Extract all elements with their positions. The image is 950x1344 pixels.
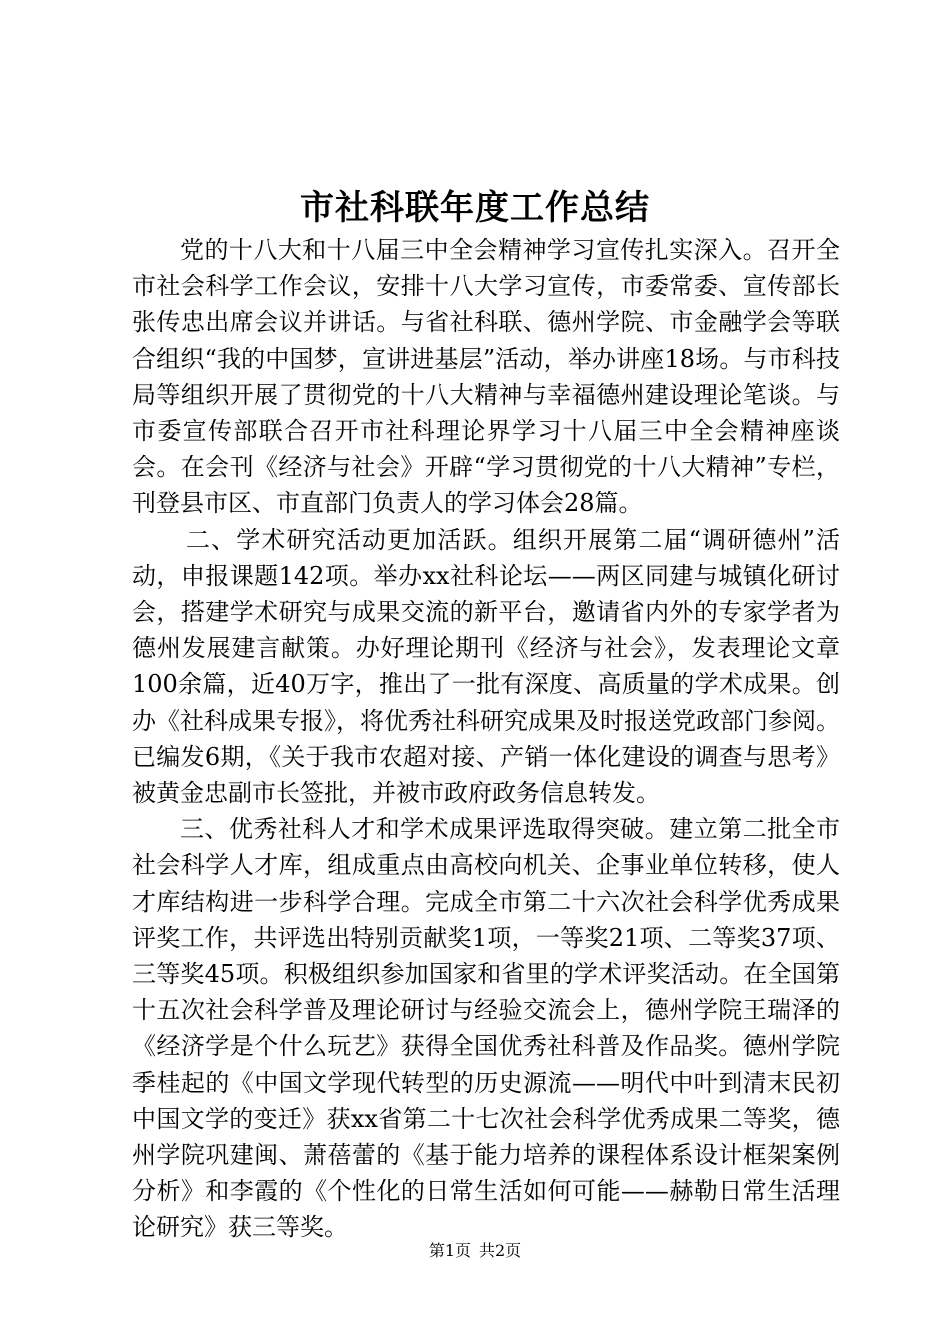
paragraph-2: 二、学术研究活动更加活跃。组织开展第二届“调研德州”活动，申报课题142项。举办xx社科论坛——两区同建与城镇化研讨会，搭建学术研究与成果交流的新平台，邀请省内外的专家学者为德州发展建言献策。办好理论期刊《经济与社会》，发表理论文章100余篇，近40万字，推出了一批有深度、高质量的学术成果。创办《社科成果专报》，将优秀社科研究成果及时报送党政部门参阅。已编发6期，《关于我市农超对接、产销一体化建设的调查与思考》被黄金忠副市长签批，并被市政府政务信息转发。 [132,525,840,808]
document-body [132,232,840,1246]
paragraph-3: 三、优秀社科人才和学术成果评选取得突破。建立第二批全市社会科学人才库，组成重点由高校向机关、企事业单位转移，使人才库结构进一步科学合理。完成全市第二十六次社会科学优秀成果评奖工作，共评选出特别贡献奖1项，一等奖21项、二等奖37项、三等奖45项。积极组织参加国家和省里的学术评奖活动。在全国第十五次社会科学普及理论研讨与经验交流会上，德州学院王瑞泽的《经济学是个什么玩艺》获得全国优秀社科普及作品奖。德州学院季桂起的《中国文学现代转型的历史源流——明代中叶到清末民初中国文学的变迁》获xx省第二十七次社会科学优秀成果二等奖，德州学院巩建闽、萧蓓蕾的《基于能力培养的课程体系设计框架案例分析》和李霞的《个性化的日常生活如何可能——赫勒日常生活理论研究》获三等奖。 [132,815,840,1242]
page-number: 第1页 [428,1241,471,1260]
page-total: 共2页 [479,1241,522,1260]
document-title: 市社科联年度工作总结 [300,188,650,228]
paragraph-1: 党的十八大和十八届三中全会精神学习宣传扎实深入。召开全市社会科学工作会议，安排十八大学习宣传，市委常委、宣传部长张传忠出席会议并讲话。与省社科联、德州学院、市金融学会等联合组织“我的中国梦，宣讲进基层”活动，举办讲座18场。与市科技局等组织开展了贯彻党的十八大精神与幸福德州建设理论笔谈。与市委宣传部联合召开市社科理论界学习十八届三中全会精神座谈会。在会刊《经济与社会》开辟“学习贯彻党的十八大精神”专栏，刊登县市区、市直部门负责人的学习体会28篇。 [132,236,840,518]
page-footer [0,1240,950,1262]
